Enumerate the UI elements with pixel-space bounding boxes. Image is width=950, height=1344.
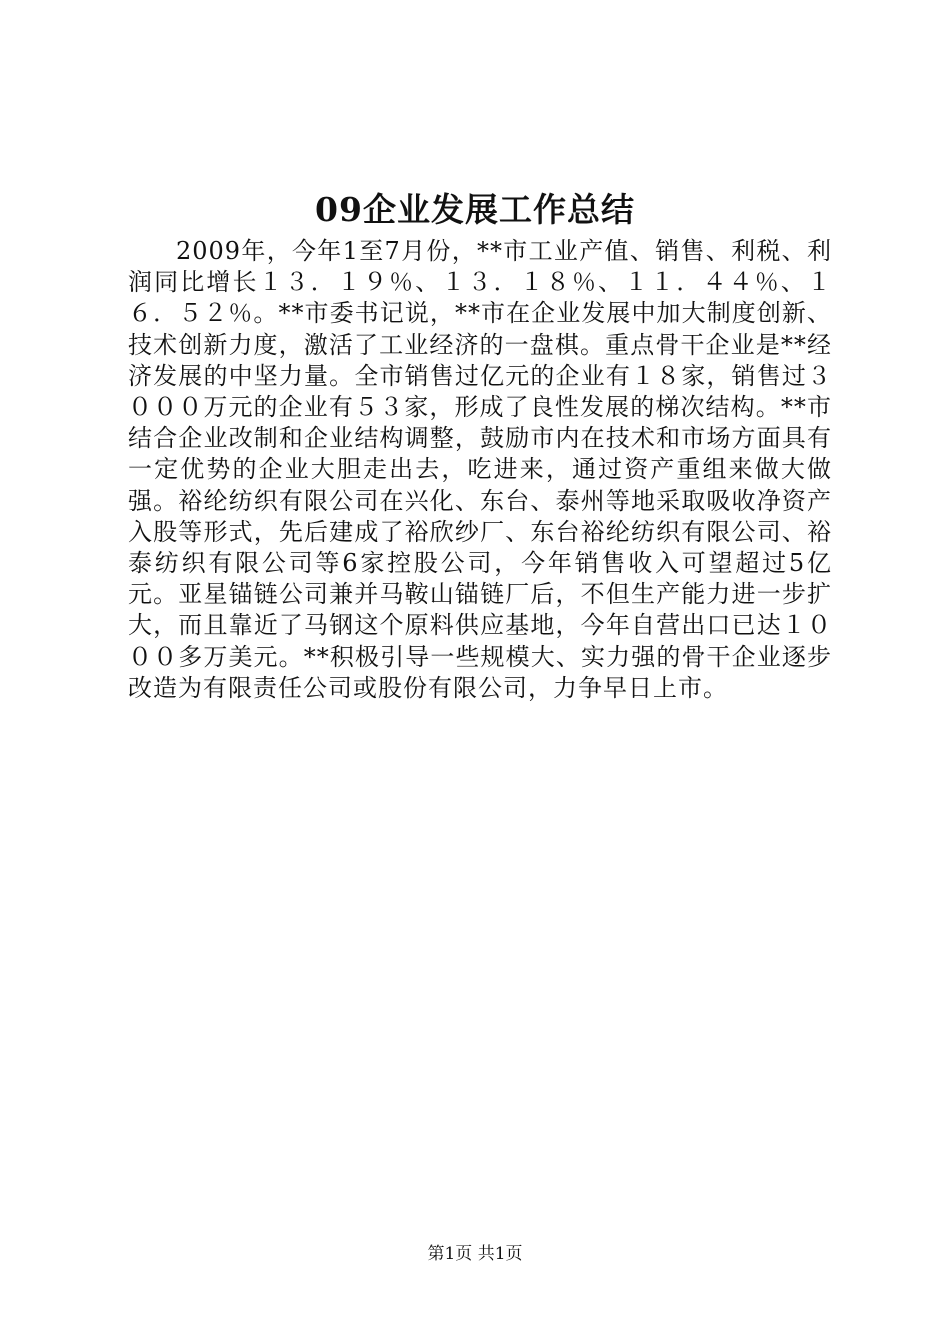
page-footer: 第1页 共1页 — [427, 1244, 523, 1264]
document-title: 09企业发展工作总结 — [315, 190, 635, 229]
body-paragraph: 2009年，今年1至7月份，**市工业产值、销售、利税、利润同比增长１３．１９％、１３．１８％、１１．４４％、１６．５２％。**市委书记说，**市在企业发展中加大制度创新、技术创新力度，激活了工业经济的一盘棋。重点骨干企业是**经济发展的中坚力量。全市销售过亿元的企业有１８家，销售过３０００万元的企业有５３家，形成了良性发展的梯次结构。**市结合企业改制和企业结构调整，鼓励市内在技术和市场方面具有一定优势的企业大胆走出去，吃进来，通过资产重组来做大做强。裕纶纺织有限公司在兴化、东台、泰州等地采取吸收净资产入股等形式，先后建成了裕欣纱厂、东台裕纶纺织有限公司、裕泰纺织有限公司等6家控股公司，今年销售收入可望超过5亿元。亚星锚链公司兼并马鞍山锚链厂后，不但生产能力进一步扩大，而且靠近了马钢这个原料供应基地，今年自营出口已达１０００多万美元。**积极引导一些规模大、实力强的骨干企业逐步改造为有限责任公司或股份有限公司，力争早日上市。 — [128, 237, 832, 702]
